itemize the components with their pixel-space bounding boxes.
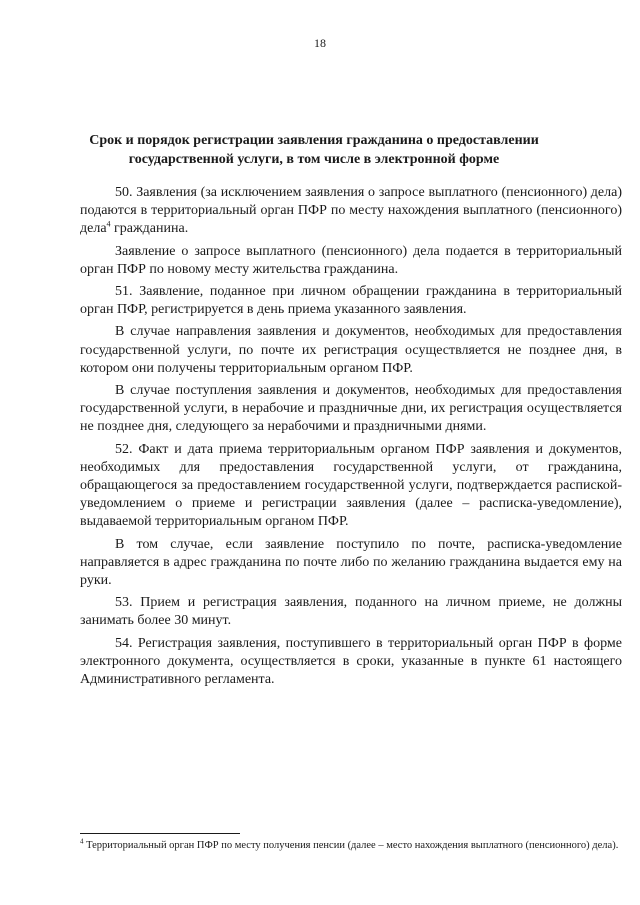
heading-line-1: Срок и порядок регистрации заявления гражданина о предоставлении xyxy=(89,133,539,148)
footnote-text: Территориальный орган ПФР по месту получения пенсии (далее – место нахождения выплатного (пенсионного) дела). xyxy=(83,840,619,851)
footnote-reference: 4 xyxy=(106,219,111,229)
paragraph: В случае поступления заявления и документов, необходимых для предоставления государственной услуги, в нерабочие и праздничные дни, их регистрация осуществляется не позднее дня, следующего за нерабочими и праздничными днями. xyxy=(80,383,622,435)
page-number: 18 xyxy=(314,36,326,50)
body-text xyxy=(80,184,622,693)
paragraph-54: 54. Регистрация заявления, поступившего в территориальный орган ПФР в форме электронного документа, осуществляется в сроки, указанные в пункте 61 настоящего Административного регламента. xyxy=(80,635,622,688)
paragraph-50 xyxy=(80,184,622,239)
paragraph: Заявление о запросе выплатного (пенсионного) дела подается в территориальный орган ПФР по новому месту жительства гражданина. xyxy=(80,243,622,277)
footnote-mark: 4 xyxy=(80,837,84,846)
heading-line-2: государственной услуги, в том числе в электронной форме xyxy=(128,152,500,167)
paragraph-51: 51. Заявление, поданное при личном обращении гражданина в территориальный орган ПФР, регистрируется в день приема указанного заявления. xyxy=(80,284,622,318)
paragraph-text: 50. Заявления (за исключением заявления о запросе выплатного (пенсионного) дела) подаются в территориальный орган ПФР по месту нахождения выплатного (пенсионного) дела xyxy=(80,185,622,237)
section-heading xyxy=(80,131,548,169)
paragraph: В том случае, если заявление поступило по почте, расписка-уведомление направляется в адрес гражданина по почте либо по желанию гражданина выдается ему на руки. xyxy=(80,536,622,589)
footnote xyxy=(80,839,625,853)
paragraph-53: 53. Прием и регистрация заявления, поданного на личном приеме, не должны занимать более 30 минут. xyxy=(80,595,622,629)
paragraph-52: 52. Факт и дата приема территориальным органом ПФР заявления и документов, необходимых для предоставления государственной услуги, от гражданина, обращающегося за предоставлением государственной услуги, подтверждается распиской-уведомлением о приеме и регистрации заявления (далее – расписка-уведомление), выдаваемой территориальным органом ПФР. xyxy=(80,441,622,530)
paragraph: В случае направления заявления и документов, необходимых для предоставления государственной услуги, по почте их регистрация осуществляется не позднее дня, в котором они получены территориальным органом ПФР. xyxy=(80,324,622,376)
footnote-divider xyxy=(80,833,240,834)
paragraph-tail: гражданина. xyxy=(110,221,189,237)
